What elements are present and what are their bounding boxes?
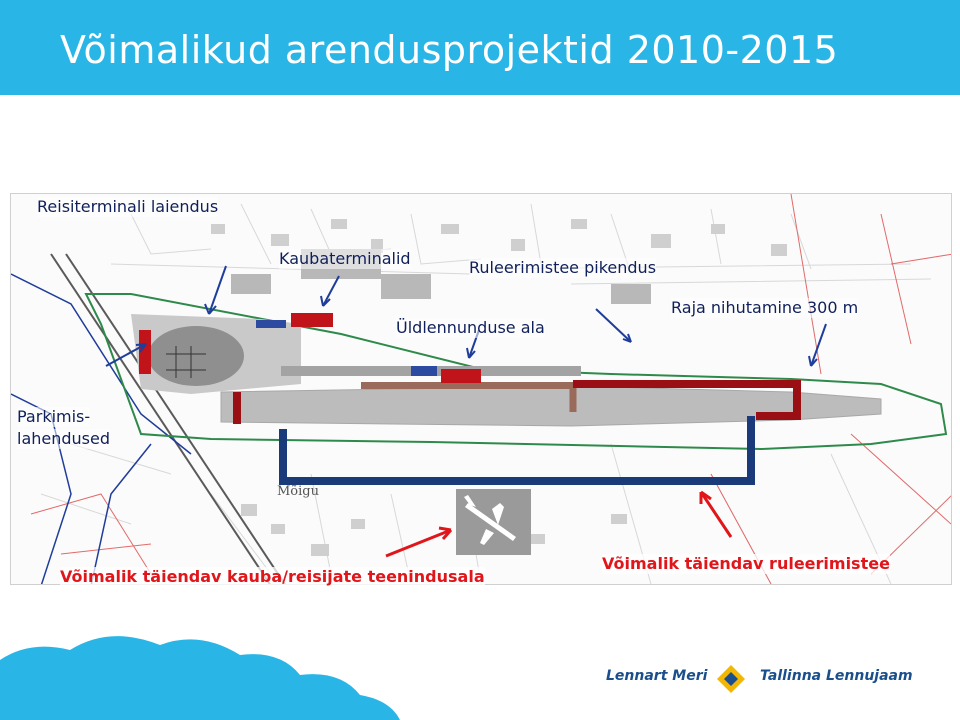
label-general-aviation: Üldlennunduse ala — [396, 318, 545, 337]
ga-blue-building — [411, 366, 437, 376]
label-parking-line1: Parkimis- — [17, 407, 91, 426]
terminal-connector — [233, 392, 241, 424]
label-place-moigu: Mõigu — [277, 484, 319, 499]
annotation-arrows-red — [386, 492, 731, 556]
label-extra-service-area: Võimalik täiendav kauba/reisijate teenindusala — [60, 567, 485, 586]
label-runway-shift: Raja nihutamine 300 m — [671, 298, 859, 317]
label-extra-taxiway: Võimalik täiendav ruleerimistee — [602, 554, 890, 573]
airplane-icon — [456, 489, 531, 555]
label-cargo-terminals: Kaubaterminalid — [279, 249, 411, 268]
cargo-blue-building — [256, 320, 286, 328]
logo-left-text: Lennart Meri — [606, 668, 708, 684]
airport-logo-icon — [716, 664, 746, 694]
label-taxiway-extension: Ruleerimistee pikendus — [469, 258, 657, 277]
terminal-apron-oval — [148, 326, 244, 386]
aircraft-symbol — [456, 489, 531, 555]
label-terminal-expansion: Reisiterminali laiendus — [37, 197, 219, 216]
cargo-building — [291, 313, 333, 327]
taxiway-extension — [361, 382, 573, 389]
ga-building — [441, 369, 481, 383]
title-bar — [0, 0, 960, 95]
logo-right-text: Tallinna Lennujaam — [760, 668, 913, 684]
label-parking-line2: lahendused — [17, 429, 111, 448]
slide-title: Võimalikud arendusprojektid 2010-2015 — [60, 28, 839, 72]
